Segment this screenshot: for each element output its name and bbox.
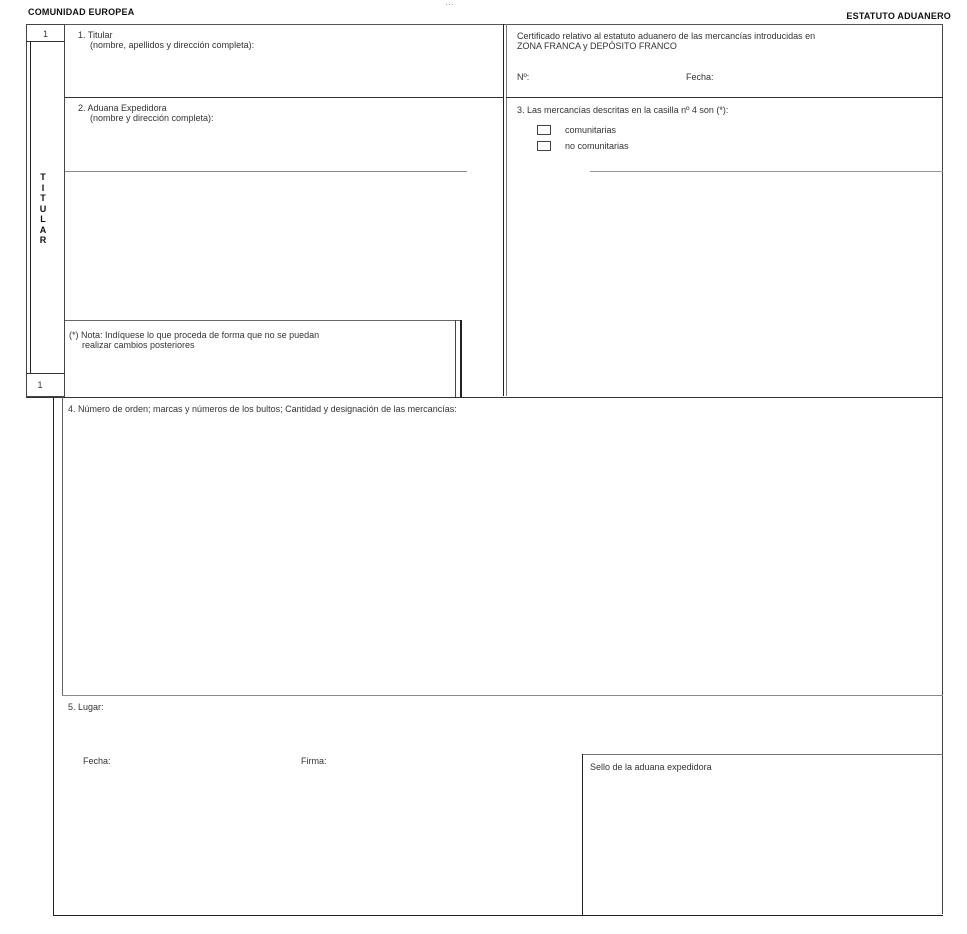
sidebar-top-number: 1 (42, 29, 48, 39)
box4-left-border (53, 397, 54, 916)
box4-inner-left-line (62, 397, 63, 695)
box5-title: 5. Lugar: (68, 702, 104, 712)
header-right-title: ESTATUTO ADUANERO (846, 11, 951, 21)
middle-vertical-divider-shadow (506, 24, 507, 396)
header-center-mark: … (445, 0, 454, 7)
box4-bottom-divider (62, 695, 943, 696)
certificate-text-line1: Certificado relativo al estatuto aduanero de las mercancías introducidas en (517, 31, 816, 41)
note-right-border-thick (460, 320, 462, 397)
note-right-border (455, 320, 456, 397)
bottom-border (53, 915, 943, 916)
comunitarias-checkbox[interactable] (537, 125, 551, 135)
box2-bottom-divider (65, 171, 467, 172)
box4-top-border (26, 397, 943, 398)
note-line1: (*) Nota: Indíquese lo que proceda de forma que no se puedan (69, 330, 320, 340)
box1-subtitle: (nombre, apellidos y dirección completa): (90, 40, 255, 50)
sidebar-letter: T (40, 172, 46, 182)
box1-bottom-divider (65, 97, 504, 98)
box2-title: 2. Aduana Expedidora (78, 103, 167, 113)
sidebar-vertical-label (33, 172, 53, 246)
box1-title: 1. Titular (78, 30, 113, 40)
certificate-date-label: Fecha: (686, 72, 714, 82)
certificate-bottom-divider (506, 97, 943, 98)
sidebar-bottom-divider (26, 373, 65, 374)
sidebar-letter: L (40, 214, 46, 224)
stamp-top-border (582, 754, 943, 755)
box5-signature-label: Firma: (301, 756, 327, 766)
middle-vertical-divider (503, 24, 504, 396)
sidebar-top-divider (26, 41, 65, 42)
box5-date-label: Fecha: (83, 756, 111, 766)
top-border (65, 24, 943, 25)
certificate-text-line2: ZONA FRANCA y DEPÓSITO FRANCO (517, 41, 677, 51)
right-border (942, 24, 943, 914)
sidebar-letter: T (40, 193, 46, 203)
sidebar-letter: A (39, 224, 47, 235)
box2-subtitle: (nombre y dirección completa): (90, 113, 214, 123)
sidebar-letter: R (39, 235, 47, 245)
note-top-border (65, 320, 460, 321)
box3-title: 3. Las mercancías descritas en la casilla nº 4 son (*): (517, 105, 729, 115)
box3-bottom-divider (590, 171, 943, 172)
certificate-number-label: Nº: (517, 72, 530, 82)
comunitarias-label: comunitarias (565, 125, 617, 135)
stamp-left-border (582, 754, 583, 916)
box4-title: 4. Número de orden; marcas y números de los bultos; Cantidad y designación de las mercancías: (68, 404, 457, 414)
sidebar-letter: I (41, 182, 45, 193)
sidebar-letter: U (39, 203, 47, 214)
sidebar-bottom-number: 1 (37, 380, 43, 390)
header-left-title: COMUNIDAD EUROPEA (28, 7, 135, 17)
note-line2: realizar cambios posteriores (82, 340, 195, 350)
sidebar-inner-line-left (30, 41, 31, 373)
stamp-label: Sello de la aduana expedidora (590, 762, 712, 772)
no-comunitarias-label: no comunitarias (565, 141, 629, 151)
no-comunitarias-checkbox[interactable] (537, 141, 551, 151)
